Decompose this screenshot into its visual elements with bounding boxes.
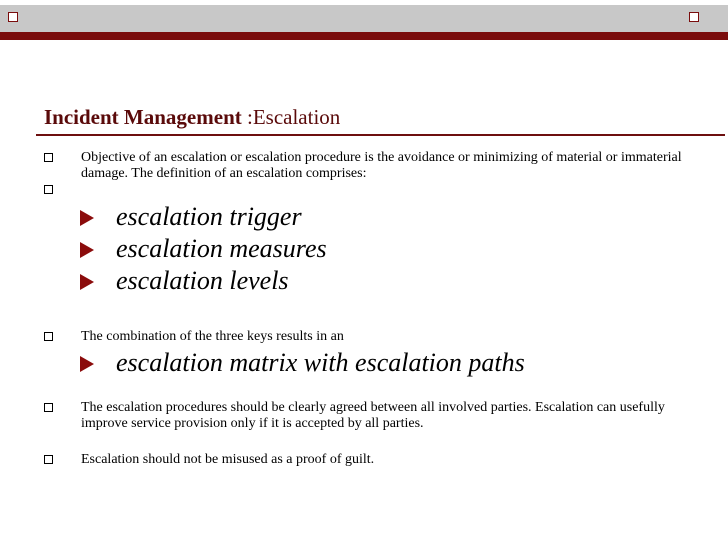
title-divider [36,134,725,136]
sub-bullet-levels [80,266,680,298]
triangle-bullet-icon [80,356,94,372]
square-bullet-icon [44,332,53,341]
band-red-stripe [0,32,728,40]
bullet-empty [44,182,704,198]
sub-bullet-text: escalation levels [116,266,289,295]
bullet-objective [44,150,704,184]
slide-title [44,104,340,130]
bullet-text: Escalation should not be misused as a proof of guilt. [81,452,375,467]
sub-bullet-text: escalation matrix with escalation paths [116,348,525,377]
square-bullet-icon [44,455,53,464]
square-bullet-icon [44,153,53,162]
title-subtitle: :Escalation [241,105,341,129]
bullet-text: The escalation procedures should be clearly agreed between all involved parties. Escalation can usefully improve service provision only if it is accepted by all parties. [81,400,665,431]
sub-bullet-measures [80,234,680,266]
title-bold: Incident Management [44,105,242,129]
bullet-procedures [44,400,704,434]
sub-bullet-text: escalation trigger [116,202,302,231]
square-bullet-icon [44,403,53,412]
band-square-right [689,12,699,22]
bullet-text: The combination of the three keys results in an [81,329,344,344]
sub-bullet-text: escalation measures [116,234,327,263]
band-square-left [8,12,18,22]
triangle-bullet-icon [80,274,94,290]
triangle-bullet-icon [80,242,94,258]
bullet-text: Objective of an escalation or escalation procedure is the avoidance or minimizing of material or immaterial damage. The definition of an escalation comprises: [81,150,682,181]
bullet-guilt [44,452,704,468]
bullet-combination [44,329,704,345]
sub-bullet-trigger [80,202,680,234]
triangle-bullet-icon [80,210,94,226]
square-bullet-icon [44,185,53,194]
top-decorative-band [0,0,728,40]
band-grey-stripe [0,5,728,32]
sub-bullet-matrix [80,348,680,380]
